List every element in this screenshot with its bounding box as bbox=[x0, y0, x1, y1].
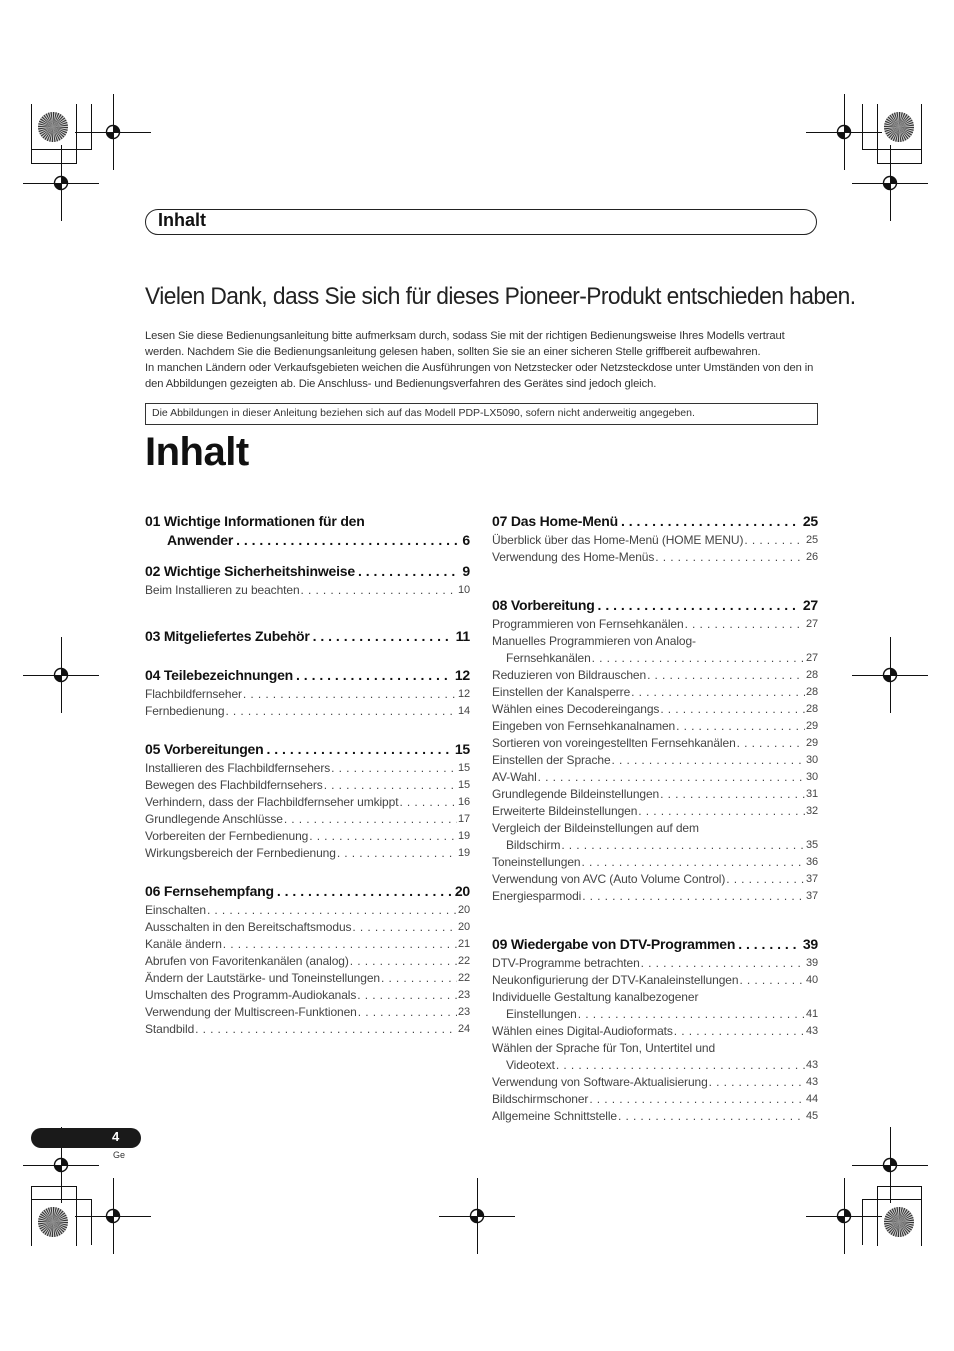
toc-item-title: Programmieren von Fernsehkanälen bbox=[492, 617, 684, 631]
toc-section-heading bbox=[145, 627, 470, 646]
intro-paragraph-1: Lesen Sie diese Bedienungsanleitung bitte aufmerksam durch, sodass Sie mit der richtigen Bedienungsweise Ihres Modells vertraut werden. Nachdem Sie die Bedienungsanleitung gelesen haben, sollten Sie sie an einer sicheren Stelle griffbereit aufbewahren. bbox=[145, 330, 785, 358]
crop-mark-line bbox=[877, 1186, 922, 1187]
toc-item-title: Verwendung des Home-Menüs bbox=[492, 550, 655, 564]
toc-item-title: Verwendung von Software-Aktualisierung bbox=[492, 1075, 708, 1089]
dot-leader bbox=[350, 953, 457, 970]
toc-item-page: 40 bbox=[805, 974, 818, 986]
toc-item bbox=[145, 953, 470, 970]
toc-item-page: 20 bbox=[457, 904, 470, 916]
crop-mark-line bbox=[31, 163, 76, 164]
toc-item-title: Überblick über das Home-Menü (HOME MENU) bbox=[492, 533, 744, 547]
toc-item-title: Reduzieren von Bildrauschen bbox=[492, 668, 647, 682]
toc-item-title: Abrufen von Favoritenkanälen (analog) bbox=[145, 954, 349, 968]
crop-mark-line bbox=[113, 1178, 114, 1254]
dot-leader bbox=[358, 562, 459, 581]
toc-item bbox=[145, 811, 470, 828]
crop-mark-line bbox=[844, 1178, 845, 1254]
dot-leader bbox=[223, 936, 457, 953]
toc-section-title: 03 Mitgeliefertes Zubehör bbox=[145, 628, 310, 644]
dot-leader bbox=[612, 752, 805, 769]
toc-item-title: Installieren des Flachbildfernsehers bbox=[145, 761, 331, 775]
dot-leader bbox=[309, 828, 457, 845]
dot-leader bbox=[638, 803, 805, 820]
dot-leader bbox=[277, 882, 452, 901]
toc-item-page: 25 bbox=[805, 534, 818, 546]
crop-mark-line bbox=[113, 94, 114, 170]
toc-section-title: 07 Das Home-Menü bbox=[492, 513, 618, 529]
toc-item-title: Bewegen des Flachbildfernsehers bbox=[145, 778, 323, 792]
dot-leader bbox=[301, 582, 457, 599]
dot-leader bbox=[674, 1023, 805, 1040]
toc-item-page: 20 bbox=[457, 921, 470, 933]
toc-section bbox=[492, 512, 818, 566]
dot-leader bbox=[381, 970, 457, 987]
toc-item-page: 27 bbox=[805, 618, 818, 630]
toc-item-page: 29 bbox=[805, 720, 818, 732]
toc-item bbox=[492, 752, 818, 769]
toc-item-title: Verhindern, dass der Flachbildfernseher umkippt bbox=[145, 795, 399, 809]
toc-section-heading bbox=[492, 512, 818, 531]
toc-item-page: 30 bbox=[805, 754, 818, 766]
toc-section-page: 27 bbox=[802, 597, 818, 613]
crop-mark-line bbox=[877, 163, 922, 164]
color-target-icon bbox=[36, 1205, 70, 1239]
toc-item-title: Wählen eines Decodereingangs bbox=[492, 702, 660, 716]
toc-item-title: AV-Wahl bbox=[492, 770, 537, 784]
toc-item-title: Standbild bbox=[145, 1022, 195, 1036]
toc-item-page: 23 bbox=[457, 989, 470, 1001]
toc-item-title: Einstellen der Kanalsperre bbox=[492, 685, 631, 699]
crop-mark-line bbox=[844, 94, 845, 170]
toc-item-title: Einstellungen bbox=[506, 1007, 577, 1021]
toc-section-page: 12 bbox=[454, 667, 470, 683]
toc-item-page: 32 bbox=[805, 805, 818, 817]
toc-item-page: 28 bbox=[805, 703, 818, 715]
toc-item bbox=[492, 735, 818, 752]
toc-item-title: Ausschalten in den Bereitschaftsmodus bbox=[145, 920, 352, 934]
toc-item-page: 17 bbox=[457, 813, 470, 825]
toc-section-page: 11 bbox=[455, 628, 470, 644]
toc-item-title: Einschalten bbox=[145, 903, 206, 917]
toc-item-page: 28 bbox=[805, 686, 818, 698]
dot-leader bbox=[358, 1004, 457, 1021]
toc-section bbox=[145, 666, 470, 720]
crop-mark-line bbox=[890, 145, 891, 221]
toc-column-right bbox=[492, 512, 818, 1125]
toc-item bbox=[145, 686, 470, 703]
dot-leader bbox=[243, 686, 457, 703]
toc-item bbox=[145, 1021, 470, 1038]
crop-mark-line bbox=[61, 637, 62, 713]
toc-item-title: Energiesparmodi bbox=[492, 889, 582, 903]
toc-item bbox=[492, 769, 818, 786]
toc-item-title: Grundlegende Anschlüsse bbox=[145, 812, 283, 826]
dot-leader bbox=[737, 735, 805, 752]
dot-leader bbox=[538, 769, 805, 786]
toc-item bbox=[145, 902, 470, 919]
crop-mark-line bbox=[31, 1186, 76, 1187]
toc-item-page: 19 bbox=[457, 830, 470, 842]
toc-item-title: Verwendung von AVC (Auto Volume Control) bbox=[492, 872, 726, 886]
dot-leader bbox=[660, 701, 805, 718]
toc-item bbox=[145, 794, 470, 811]
toc-item-page: 31 bbox=[805, 788, 818, 800]
toc-item-line bbox=[492, 633, 818, 650]
toc-item-page: 23 bbox=[457, 1006, 470, 1018]
toc-item-title: Erweiterte Bildeinstellungen bbox=[492, 804, 638, 818]
dot-leader bbox=[207, 902, 457, 919]
toc-section-heading bbox=[145, 882, 470, 901]
toc-item bbox=[145, 845, 470, 862]
toc-section bbox=[145, 627, 470, 646]
crop-mark-line bbox=[31, 1186, 32, 1246]
toc-column-left bbox=[145, 512, 470, 1038]
toc-item bbox=[492, 1006, 818, 1023]
dot-leader bbox=[581, 854, 804, 871]
toc-item-title: Ändern der Lautstärke- und Toneinstellungen bbox=[145, 971, 380, 985]
toc-item bbox=[492, 1091, 818, 1108]
toc-item bbox=[145, 970, 470, 987]
toc-section-heading bbox=[492, 935, 818, 954]
toc-item-page: 26 bbox=[805, 551, 818, 563]
toc-item bbox=[492, 1057, 818, 1074]
toc-item-title: Manuelles Programmieren von Analog- bbox=[492, 634, 696, 648]
toc-section-title-line bbox=[145, 512, 470, 531]
dot-leader bbox=[676, 718, 805, 735]
dot-leader bbox=[324, 777, 457, 794]
dot-leader bbox=[739, 972, 805, 989]
toc-item-title: Einstellen der Sprache bbox=[492, 753, 611, 767]
toc-item bbox=[492, 1108, 818, 1125]
dot-leader bbox=[641, 955, 805, 972]
toc-item-page: 45 bbox=[805, 1110, 818, 1122]
dot-leader bbox=[296, 666, 452, 685]
toc-item-page: 14 bbox=[457, 705, 470, 717]
toc-item bbox=[145, 919, 470, 936]
toc-item-title: Wirkungsbereich der Fernbedienung bbox=[145, 846, 336, 860]
toc-item-title: Flachbildfernseher bbox=[145, 687, 242, 701]
model-notice: Die Abbildungen in dieser Anleitung beziehen sich auf das Modell PDP-LX5090, sofern nicht anderweitig angegeben. bbox=[145, 403, 818, 425]
toc-section bbox=[145, 740, 470, 862]
dot-leader bbox=[631, 684, 805, 701]
language-code: Ge bbox=[113, 1150, 126, 1160]
toc-item bbox=[145, 936, 470, 953]
toc-item bbox=[492, 650, 818, 667]
dot-leader bbox=[592, 650, 805, 667]
dot-leader bbox=[598, 596, 800, 615]
dot-leader bbox=[195, 1021, 457, 1038]
toc-item-title: Sortieren von voreingestellten Fernsehkanälen bbox=[492, 736, 736, 750]
toc-item-page: 43 bbox=[805, 1059, 818, 1071]
crop-mark-line bbox=[76, 104, 77, 164]
toc-section bbox=[492, 596, 818, 905]
crop-mark-line bbox=[91, 104, 92, 150]
toc-item-title: Verwendung der Multiscreen-Funktionen bbox=[145, 1005, 357, 1019]
toc-item bbox=[145, 760, 470, 777]
toc-item-title: Individuelle Gestaltung kanalbezogener bbox=[492, 990, 699, 1004]
toc-section-page: 20 bbox=[454, 883, 470, 899]
toc-section-title: 09 Wiedergabe von DTV-Programmen bbox=[492, 936, 736, 952]
toc-item-title: Neukonfigurierung der DTV-Kanaleinstellungen bbox=[492, 973, 739, 987]
crop-mark-line bbox=[61, 145, 62, 221]
toc-item bbox=[492, 871, 818, 888]
page-number: 4 bbox=[112, 1129, 120, 1144]
toc-item-page: 10 bbox=[457, 584, 470, 596]
color-target-icon bbox=[882, 110, 916, 144]
toc-item bbox=[492, 786, 818, 803]
toc-item-page: 36 bbox=[805, 856, 818, 868]
toc-item-page: 27 bbox=[805, 652, 818, 664]
toc-item bbox=[492, 684, 818, 701]
toc-section-title: 01 Wichtige Informationen für den bbox=[145, 513, 365, 529]
crop-mark-line bbox=[921, 1186, 922, 1246]
toc-item bbox=[492, 701, 818, 718]
toc-section-heading bbox=[145, 562, 470, 581]
crop-mark-line bbox=[31, 104, 32, 164]
toc-item-title: Toneinstellungen bbox=[492, 855, 581, 869]
toc-section bbox=[145, 882, 470, 1038]
toc-items bbox=[145, 582, 470, 599]
toc-item-page: 12 bbox=[457, 688, 470, 700]
dot-leader bbox=[655, 549, 805, 566]
toc-item-page: 37 bbox=[805, 873, 818, 885]
toc-item-title: Fernbedienung bbox=[145, 704, 225, 718]
dot-leader bbox=[337, 845, 457, 862]
toc-item-title: Umschalten des Programm-Audiokanals bbox=[145, 988, 357, 1002]
intro-text bbox=[145, 328, 825, 392]
toc-item bbox=[492, 1074, 818, 1091]
dot-leader bbox=[738, 935, 800, 954]
page-title: Inhalt bbox=[145, 430, 249, 474]
toc-item bbox=[145, 828, 470, 845]
toc-item-page: 43 bbox=[805, 1076, 818, 1088]
toc-item bbox=[145, 1004, 470, 1021]
toc-item bbox=[492, 616, 818, 633]
toc-item-page: 35 bbox=[805, 839, 818, 851]
toc-item-page: 22 bbox=[457, 955, 470, 967]
toc-item-title: Vorbereiten der Fernbedienung bbox=[145, 829, 309, 843]
headline: Vielen Dank, dass Sie sich für dieses Pioneer-Produkt entschieden haben. bbox=[145, 283, 856, 310]
color-target-icon bbox=[36, 110, 70, 144]
dot-leader bbox=[236, 531, 459, 550]
toc-section bbox=[145, 512, 470, 550]
toc-section-page: 9 bbox=[462, 563, 470, 579]
dot-leader bbox=[556, 1057, 805, 1074]
toc-section-title: 05 Vorbereitungen bbox=[145, 741, 264, 757]
toc-item-page: 15 bbox=[457, 762, 470, 774]
toc-section-title: 08 Vorbereitung bbox=[492, 597, 595, 613]
toc-item-page: 16 bbox=[457, 796, 470, 808]
crop-mark-line bbox=[477, 1178, 478, 1254]
toc-item-title: Fernsehkanälen bbox=[506, 651, 591, 665]
toc-section-page: 6 bbox=[462, 532, 470, 548]
toc-section-heading bbox=[145, 666, 470, 685]
toc-section-page: 39 bbox=[802, 936, 818, 952]
page-number-tab bbox=[31, 1128, 141, 1148]
dot-leader bbox=[357, 987, 457, 1004]
dot-leader bbox=[399, 794, 457, 811]
toc-item-title: Kanäle ändern bbox=[145, 937, 222, 951]
crop-mark-line bbox=[890, 1127, 891, 1203]
toc-section bbox=[492, 935, 818, 1125]
toc-item bbox=[492, 803, 818, 820]
toc-item-line bbox=[492, 1040, 818, 1057]
dot-leader bbox=[225, 703, 457, 720]
toc-item bbox=[492, 972, 818, 989]
toc-item-title: Eingeben von Fernsehkanalnamen bbox=[492, 719, 676, 733]
toc-item bbox=[492, 888, 818, 905]
toc-item bbox=[492, 532, 818, 549]
toc-item-title: Bildschirmschoner bbox=[492, 1092, 589, 1106]
toc-item-page: 22 bbox=[457, 972, 470, 984]
toc-section bbox=[145, 562, 470, 599]
dot-leader bbox=[589, 1091, 805, 1108]
toc-item bbox=[492, 854, 818, 871]
toc-item-page: 29 bbox=[805, 737, 818, 749]
toc-item-title: Allgemeine Schnittstelle bbox=[492, 1109, 618, 1123]
dot-leader bbox=[744, 532, 805, 549]
toc-item-line bbox=[492, 989, 818, 1006]
toc-section-heading bbox=[145, 740, 470, 759]
dot-leader bbox=[266, 740, 451, 759]
toc-item-page: 21 bbox=[457, 938, 470, 950]
toc-item bbox=[145, 582, 470, 599]
toc-item-page: 44 bbox=[805, 1093, 818, 1105]
header-title: Inhalt bbox=[158, 210, 206, 230]
toc-item-title: Wählen eines Digital-Audioformats bbox=[492, 1024, 673, 1038]
crop-mark-line bbox=[877, 104, 878, 164]
toc-items bbox=[145, 760, 470, 862]
toc-item-title: Videotext bbox=[506, 1058, 555, 1072]
toc-items bbox=[492, 955, 818, 1125]
toc-item bbox=[145, 703, 470, 720]
toc-item bbox=[492, 667, 818, 684]
toc-item-title: Vergleich der Bildeinstellungen auf dem bbox=[492, 821, 699, 835]
toc-item bbox=[145, 777, 470, 794]
toc-item-page: 39 bbox=[805, 957, 818, 969]
toc-section-heading bbox=[145, 531, 470, 550]
toc-item-title: Wählen der Sprache für Ton, Untertitel und bbox=[492, 1041, 716, 1055]
intro-paragraph-2: In manchen Ländern oder Verkaufsgebieten weichen die Ausführungen von Netzstecker oder Netzsteckdose unter Umständen von den in den Abbildungen gezeigten ab. Die Anschluss- und Bedienungsverfahren des Gerätes sind jedoch gleich. bbox=[145, 362, 814, 390]
toc-items bbox=[145, 686, 470, 720]
toc-item bbox=[492, 1023, 818, 1040]
dot-leader bbox=[621, 512, 800, 531]
dot-leader bbox=[647, 667, 805, 684]
dot-leader bbox=[618, 1108, 805, 1125]
toc-item-page: 41 bbox=[805, 1008, 818, 1020]
toc-item bbox=[492, 549, 818, 566]
toc-section-heading bbox=[492, 596, 818, 615]
dot-leader bbox=[660, 786, 805, 803]
toc-item-title: Bildschirm bbox=[506, 838, 561, 852]
toc-section-title: Anwender bbox=[167, 532, 234, 548]
toc-item-page: 28 bbox=[805, 669, 818, 681]
toc-item-title: DTV-Programme betrachten bbox=[492, 956, 640, 970]
toc-item-page: 15 bbox=[457, 779, 470, 791]
toc-items bbox=[492, 532, 818, 566]
toc-item-title: Grundlegende Bildeinstellungen bbox=[492, 787, 660, 801]
dot-leader bbox=[284, 811, 457, 828]
toc-item-page: 43 bbox=[805, 1025, 818, 1037]
dot-leader bbox=[352, 919, 457, 936]
dot-leader bbox=[726, 871, 805, 888]
toc-items bbox=[145, 902, 470, 1038]
toc-section-title: 02 Wichtige Sicherheitshinweise bbox=[145, 563, 355, 579]
toc-item-page: 30 bbox=[805, 771, 818, 783]
toc-section-page: 15 bbox=[454, 741, 470, 757]
crop-mark-line bbox=[862, 1199, 863, 1245]
crop-mark-line bbox=[862, 1199, 922, 1200]
toc-item bbox=[145, 987, 470, 1004]
toc-item-page: 19 bbox=[457, 847, 470, 859]
toc-item-page: 37 bbox=[805, 890, 818, 902]
toc-item-line bbox=[492, 820, 818, 837]
crop-mark-line bbox=[890, 637, 891, 713]
toc-section-title: 06 Fernsehempfang bbox=[145, 883, 274, 899]
dot-leader bbox=[331, 760, 457, 777]
toc-item bbox=[492, 837, 818, 854]
crop-mark-line bbox=[91, 1199, 92, 1245]
toc-item bbox=[492, 718, 818, 735]
toc-items bbox=[492, 616, 818, 905]
dot-leader bbox=[685, 616, 805, 633]
toc-section-title: 04 Teilebezeichnungen bbox=[145, 667, 294, 683]
header-bar bbox=[145, 209, 817, 235]
dot-leader bbox=[313, 627, 453, 646]
color-target-icon bbox=[882, 1205, 916, 1239]
dot-leader bbox=[578, 1006, 805, 1023]
toc-item-title: Beim Installieren zu beachten bbox=[145, 583, 300, 597]
toc-item bbox=[492, 955, 818, 972]
toc-section-page: 25 bbox=[802, 513, 818, 529]
crop-mark-line bbox=[862, 149, 922, 150]
toc-item-page: 24 bbox=[457, 1023, 470, 1035]
dot-leader bbox=[561, 837, 805, 854]
crop-mark-line bbox=[862, 104, 863, 150]
dot-leader bbox=[582, 888, 805, 905]
dot-leader bbox=[709, 1074, 805, 1091]
crop-mark-line bbox=[921, 104, 922, 164]
